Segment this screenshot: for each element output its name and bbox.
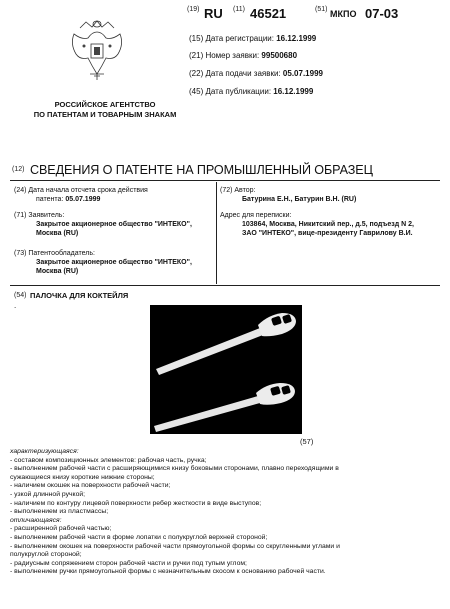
code-54: (54) [14, 292, 27, 299]
claim-line: - выполнением рабочей части с расширяющимися книзу боковыми сторонами, плавно переходящими в [10, 465, 339, 473]
claim-line: полукруглой стороной; [10, 551, 82, 559]
start-date-block: (24) Дата начала отсчета срока действия патента: 05.07.1999 [14, 187, 148, 203]
product-photo-top [150, 305, 302, 381]
document-title: СВЕДЕНИЯ О ПАТЕНТЕ НА ПРОМЫШЛЕННЫЙ ОБРАЗЕЦ [30, 163, 373, 177]
mkpo-value: 07-03 [365, 6, 399, 21]
application-number: (21) Номер заявки: 99500680 [189, 51, 298, 60]
claim-line: - наличием окошек на поверхности рабочей части; [10, 482, 171, 490]
filing-date: (22) Дата подачи заявки: 05.07.1999 [189, 69, 323, 78]
claim-line: - выполнением из пластмассы; [10, 508, 109, 516]
author-block: (72) Автор: Батурина Е.Н., Батурин В.Н. (RU) [220, 187, 357, 203]
claims-list [10, 448, 440, 577]
mkpo-label: МКПО [330, 9, 357, 19]
address-block: Адрес для переписки: 103864, Москва, Никитский пер., д.5, подъезд N 2, ЗАО "ИНТЕКО", вице-президенту Гаврилову В.И. [220, 212, 414, 237]
product-photo-bottom [150, 380, 302, 434]
code-57: (57) [300, 437, 314, 446]
coat-of-arms-icon [68, 18, 126, 82]
claim-line: - выполнением окошек на поверхности рабочей части прямоугольной формы со скругленными углами и [10, 542, 340, 550]
dot-mark: . [14, 301, 17, 310]
patent-number: 46521 [250, 6, 287, 21]
claim-line: отличающаяся: [10, 516, 62, 524]
owner-block: (73) Патентообладатель: Закрытое акционерное общество "ИНТЕКО", Москва (RU) [14, 250, 192, 275]
applicant-block: (71) Заявитель: Закрытое акционерное общество "ИНТЕКО", Москва (RU) [14, 212, 192, 237]
claim-line: - наличием по контуру лицевой поверхности ребер жесткости в виде выступов; [10, 499, 262, 507]
claim-line: - выполнением рабочей части в форме лопатки с полукруглой верхней стороной; [10, 533, 268, 541]
agency-name: РОССИЙСКОЕ АГЕНТСТВО ПО ПАТЕНТАМ И ТОВАРНЫМ ЗНАКАМ [33, 100, 177, 119]
divider [10, 285, 440, 286]
country-code: RU [204, 6, 223, 21]
code-11: (11) [233, 6, 245, 13]
claim-line: - составом композиционных элементов: рабочая часть, ручка; [10, 456, 207, 464]
code-19: (19) [187, 6, 200, 13]
publication-date: (45) Дата публикации: 16.12.1999 [189, 87, 314, 96]
code-51: (51) [315, 6, 328, 13]
claim-line: - узкой длинной ручкой; [10, 490, 86, 498]
registration-date: (15) Дата регистрации: 16.12.1999 [189, 34, 317, 43]
design-name: ПАЛОЧКА ДЛЯ КОКТЕЙЛЯ [30, 291, 129, 300]
code-12: (12) [12, 166, 25, 173]
claim-line: - радиусным сопряжением сторон рабочей части и ручки под тупым углом; [10, 559, 247, 567]
divider [10, 180, 440, 181]
column-divider [216, 182, 217, 284]
claim-line: сужающиеся книзу короткие нижние стороны; [10, 473, 155, 481]
claim-line: - расширенной рабочей частью; [10, 525, 112, 533]
claim-line: - выполнением ручки прямоугольной формы с незначительным скосом к основанию рабочей части. [10, 568, 326, 576]
claim-line: характеризующаяся: [10, 448, 79, 455]
